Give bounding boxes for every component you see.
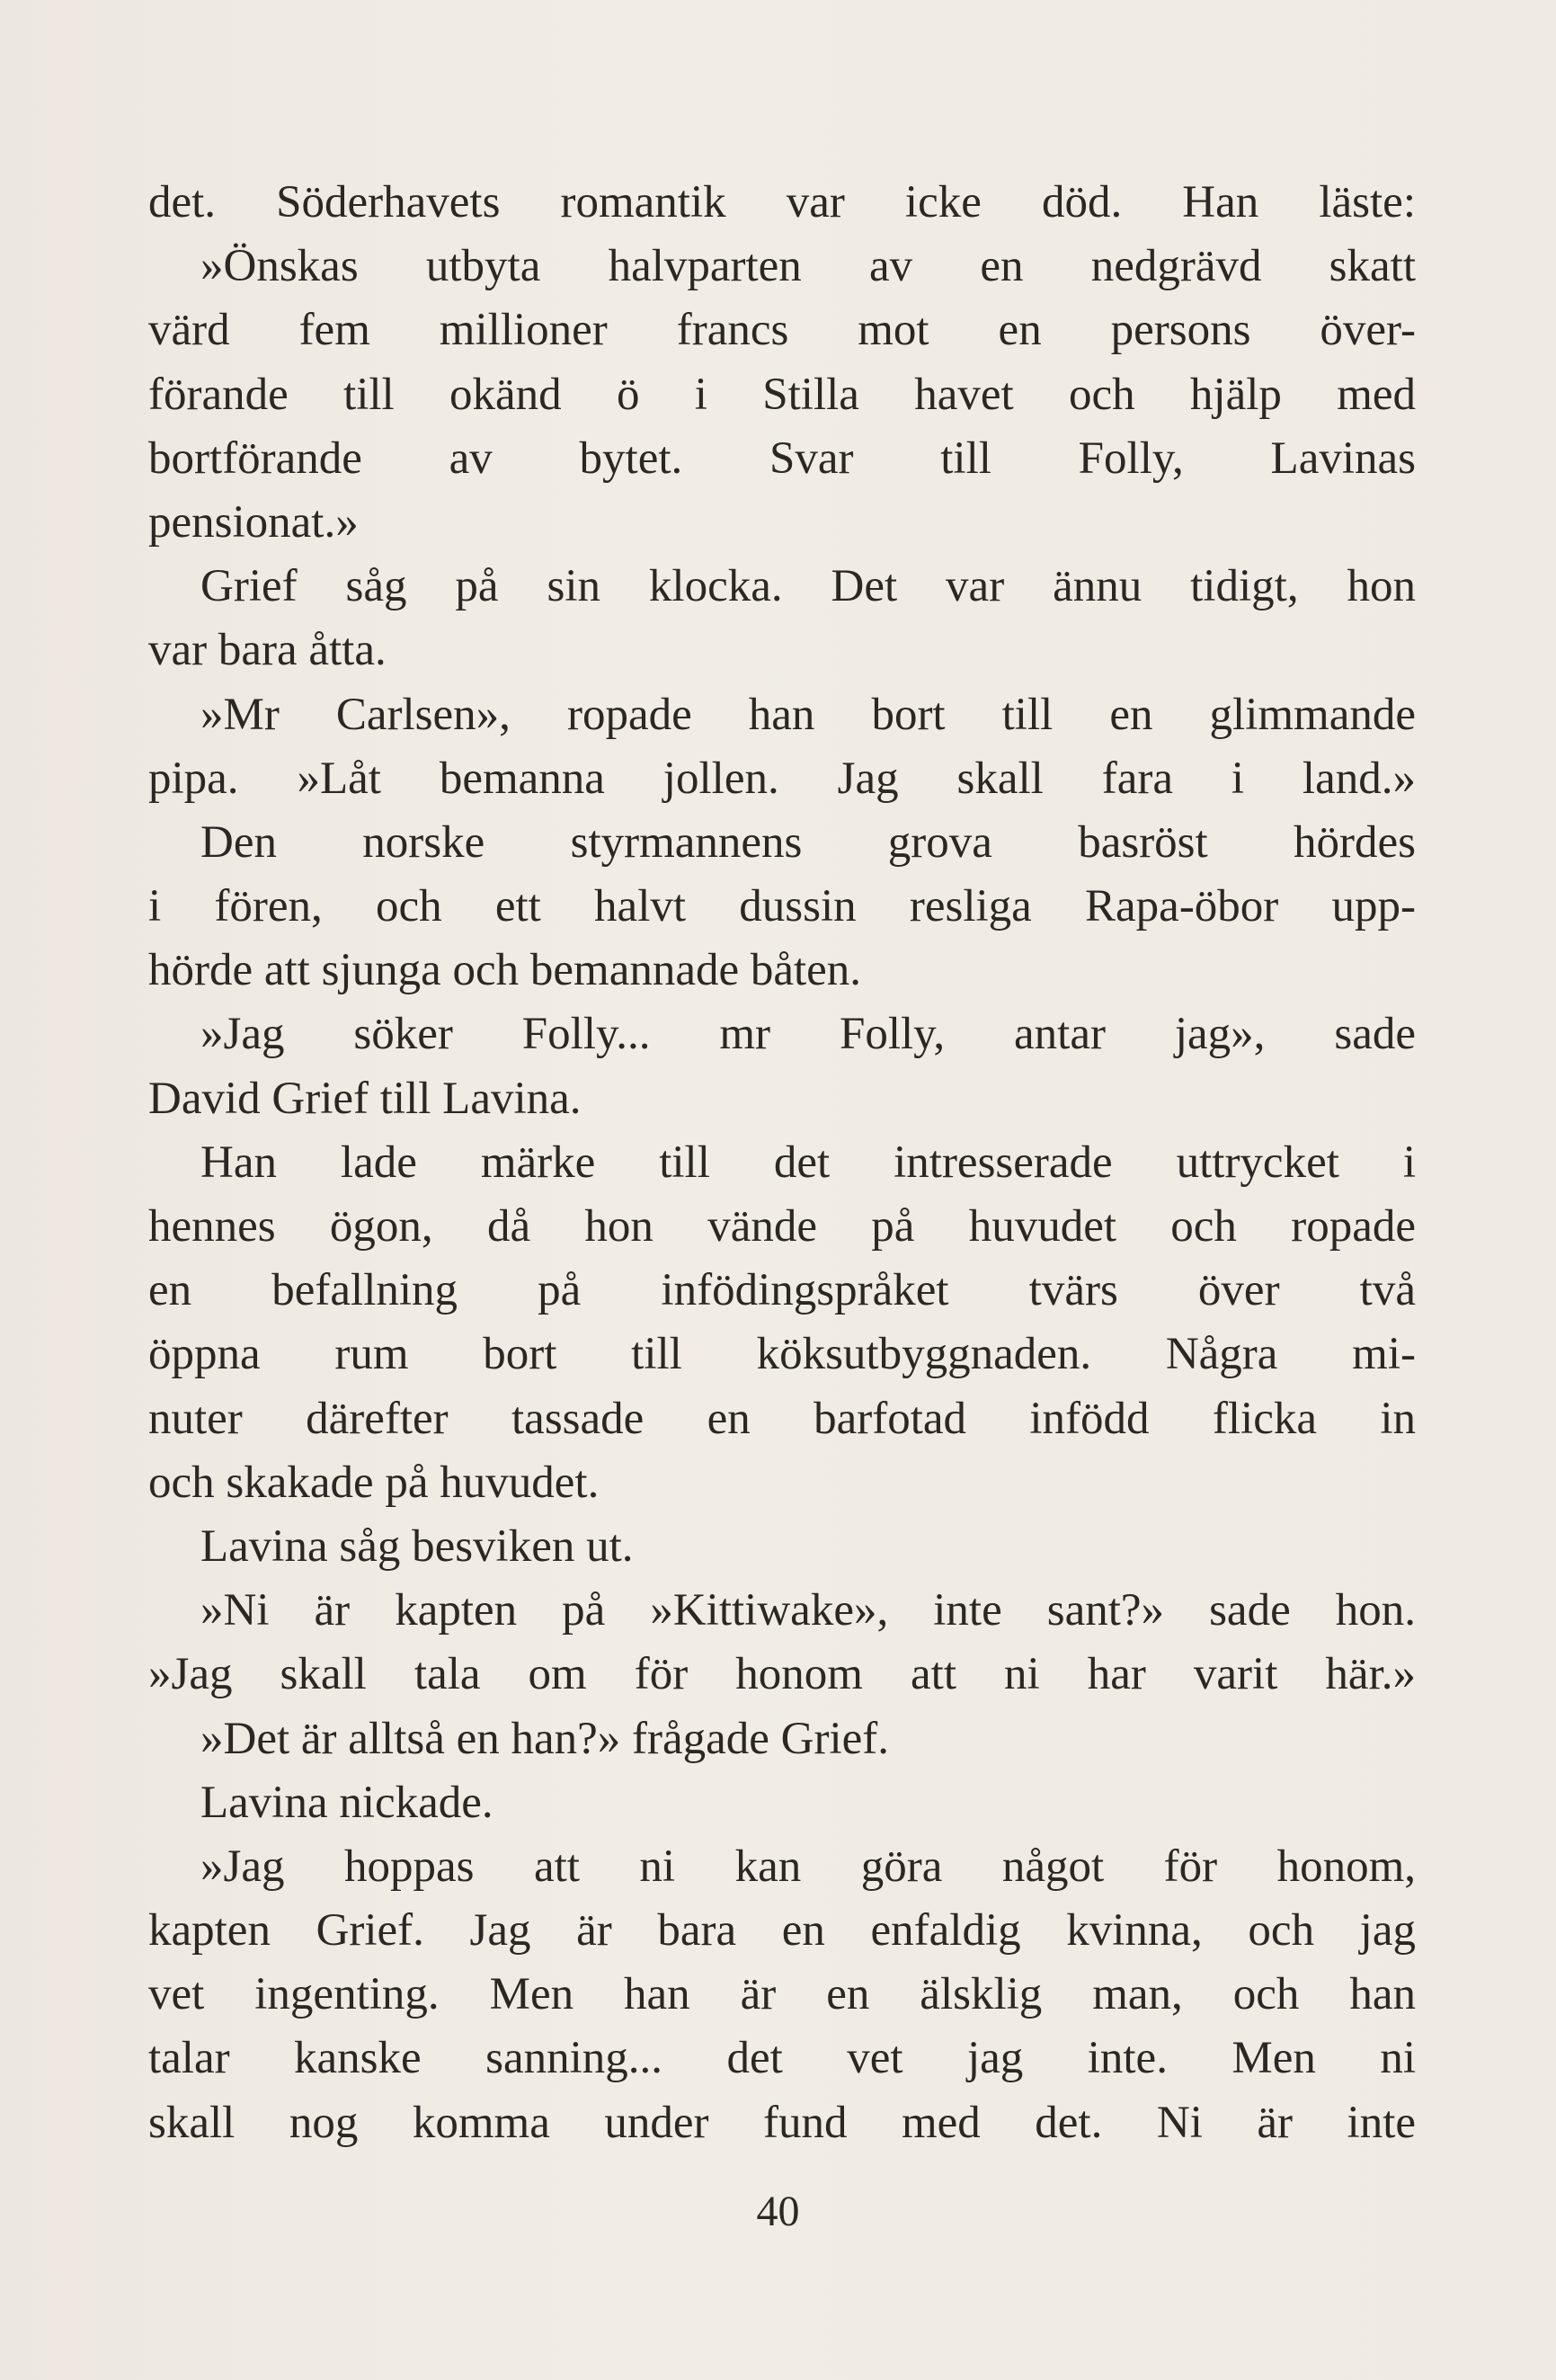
text-line: pensionat.» <box>148 496 359 548</box>
text-line: en befallning på infödingspråket tvärs över två <box>148 1265 1416 1316</box>
text-line: vet ingenting. Men han är en älsklig man, och han <box>148 1969 1416 2020</box>
text-line: skall nog komma under fund med det. Ni är inte <box>148 2097 1416 2148</box>
text-line: värd fem millioner francs mot en persons över- <box>148 305 1416 356</box>
text-line: »Jag hoppas att ni kan göra något för honom, <box>200 1841 1416 1892</box>
text-line: och skakade på huvudet. <box>148 1457 600 1508</box>
text-line: hörde att sjunga och bemannade båten. <box>148 945 862 996</box>
text-line: David Grief till Lavina. <box>148 1073 582 1124</box>
text-line: det. Söderhavets romantik var icke död. Han läste: <box>148 177 1416 227</box>
body-text <box>148 171 1416 2155</box>
text-line: talar kanske sanning... det vet jag inte. Men ni <box>148 2033 1416 2084</box>
text-line: Den norske styrmannens grova basröst hördes <box>200 816 1416 868</box>
text-line: »Önskas utbyta halvparten av en nedgrävd skatt <box>200 241 1416 292</box>
text-line: förande till okänd ö i Stilla havet och hjälp med <box>148 369 1416 420</box>
text-line: pipa. »Låt bemanna jollen. Jag skall fara i land.» <box>148 753 1416 804</box>
text-line: Lavina nickade. <box>200 1777 493 1828</box>
page-number: 40 <box>756 2188 800 2235</box>
text-line: nuter därefter tassade en barfotad infödd flicka in <box>148 1393 1416 1444</box>
text-line: i fören, och ett halvt dussin resliga Rapa-öbor upp- <box>148 881 1416 932</box>
text-line: Grief såg på sin klocka. Det var ännu tidigt, hon <box>200 561 1416 612</box>
text-line: hennes ögon, då hon vände på huvudet och ropade <box>148 1201 1416 1252</box>
text-line: Han lade märke till det intresserade uttrycket i <box>200 1137 1416 1188</box>
text-line: »Mr Carlsen», ropade han bort till en glimmande <box>200 689 1416 740</box>
text-line: Lavina såg besviken ut. <box>200 1520 634 1572</box>
text-line: »Ni är kapten på »Kittiwake», inte sant?» sade hon. <box>200 1585 1416 1636</box>
text-line: kapten Grief. Jag är bara en enfaldig kvinna, och jag <box>148 1905 1416 1957</box>
text-line: »Jag söker Folly... mr Folly, antar jag», sade <box>200 1009 1416 1060</box>
text-line: öppna rum bort till köksutbyggnaden. Några mi- <box>148 1329 1416 1380</box>
text-line: bortförande av bytet. Svar till Folly, Lavinas <box>148 432 1416 484</box>
text-line: var bara åtta. <box>148 625 387 676</box>
text-line: »Jag skall tala om för honom att ni har varit här.» <box>148 1649 1416 1700</box>
text-line: »Det är alltså en han?» frågade Grief. <box>200 1713 890 1764</box>
